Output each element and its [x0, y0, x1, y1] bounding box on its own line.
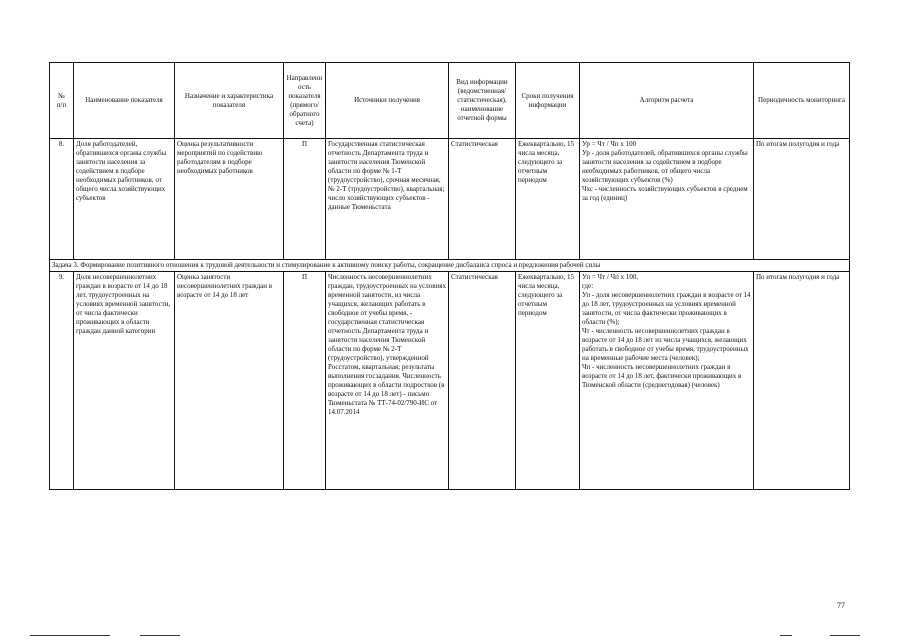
row-algorithm: Ур = Чт / Чп х 100 Ур - доля работодателей, обратившихся органы службы занятости населения за содействием в подборе необходимых работников, от общего числа хозяйствующих субъектов (%) Чхс - численность хозяйствующих субъектов в среднем за год (единиц): [580, 139, 754, 260]
header-info-type: Вид информации (ведомственная/ статистическая), наименование отчетной формы: [449, 63, 516, 139]
scan-edge-line: [140, 635, 180, 636]
header-periodicity: Периодичность мониторинга: [754, 63, 850, 139]
row-num: 8.: [50, 139, 74, 260]
task-heading-row: [50, 260, 850, 272]
task-heading: Задача 3. Формирование позитивного отношения к трудовой деятельности и стимулирование к активному поиску работы, сокращение дисбаланса спроса и предложения рабочей силы: [50, 260, 850, 272]
table-row: [50, 272, 850, 490]
header-sources: Источники получения: [326, 63, 449, 139]
header-terms: Сроки получения информации: [516, 63, 580, 139]
row-direction: П: [284, 272, 326, 490]
header-purpose: Назначение и характеристика показателя: [175, 63, 284, 139]
header-name: Наименование показателя: [74, 63, 175, 139]
row-periodicity: По итогам полугодия и года: [754, 139, 850, 260]
scan-edge-line: [30, 635, 110, 636]
table-row: [50, 139, 850, 260]
table-header-row: [50, 63, 850, 139]
indicators-table: [49, 62, 850, 490]
header-algorithm: Алгоритм расчета: [580, 63, 754, 139]
page-number: 77: [837, 601, 845, 610]
row-algorithm: Уп = Чт / Чп х 100, где: Уп - доля несовершеннолетних граждан в возрасте от 14 до 18 лет, трудоустроенных на условиях временной занятости, от числа фактически проживающих в области (%); Чт - численность несовершеннолетних граждан в возрасте от 14 до 18 лет из числа учащихся, желающих работать в свободное от учебы время, трудоустроенных на временные рабочие места (человек); Чп - численность несовершеннолетних граждан в возрасте от 14 до 18 лет, фактически проживающих в Тюменской области (среднегодовая) (человек): [580, 272, 754, 490]
row-num: 9.: [50, 272, 74, 490]
row-periodicity: По итогам полугодия и года: [754, 272, 850, 490]
header-direction: Направленн ость показателя (прямого/ обратного счета): [284, 63, 326, 139]
row-direction: П: [284, 139, 326, 260]
row-info-type: Статистическая: [449, 272, 516, 490]
row-name: Доля работодателей, обратившихся органы службы занятости населения за содействием в подборе необходимых работников, от общего числа хозяйствующих субъектов: [74, 139, 175, 260]
row-purpose: Оценка результативности мероприятий по содействию работодателям в подборе необходимых работников: [175, 139, 284, 260]
scan-edge-line: [830, 635, 860, 636]
row-info-type: Статистическая: [449, 139, 516, 260]
scan-edge-line: [780, 635, 792, 636]
row-name: Доля несовершеннолетних граждан в возрасте от 14 до 18 лет, трудоустроенных на условиях временной занятости, от числа фактически проживающих в области граждан данной категории: [74, 272, 175, 490]
row-terms: Ежеквартально, 15 числа месяца, следующего за отчетным периодом: [516, 272, 580, 490]
row-terms: Ежеквартально, 15 числа месяца, следующего за отчетным периодом: [516, 139, 580, 260]
row-sources: Государственная статистическая отчетность Департамента труда и занятости населения Тюменской области по форме № 1-Т (трудоустройство), срочная месячная, № 2-Т (трудоустройство), квартальная; число хозяйствующих субъектов - данные Тюменьстата: [326, 139, 449, 260]
row-sources: Численность несовершеннолетних граждан, трудоустроенных на условиях временной занятости, из числа учащихся, желающих работать в свободное от учебы время, - государственная статистическая отчетность Департамента труда и занятости населения Тюменской области по форме № 2-Т (трудоустройство), утвержденной Росстатом, квартальная; результаты выполнения госзадания. Численность проживающих в области подростков (в возрасте от 14 до 18 лет) - письмо Тюменьстата № ТТ-74-02/790-ИС от 14.07.2014: [326, 272, 449, 490]
header-num: № п/п: [50, 63, 74, 139]
row-purpose: Оценка занятости несовершеннолетних граждан в возрасте от 14 до 18 лет: [175, 272, 284, 490]
